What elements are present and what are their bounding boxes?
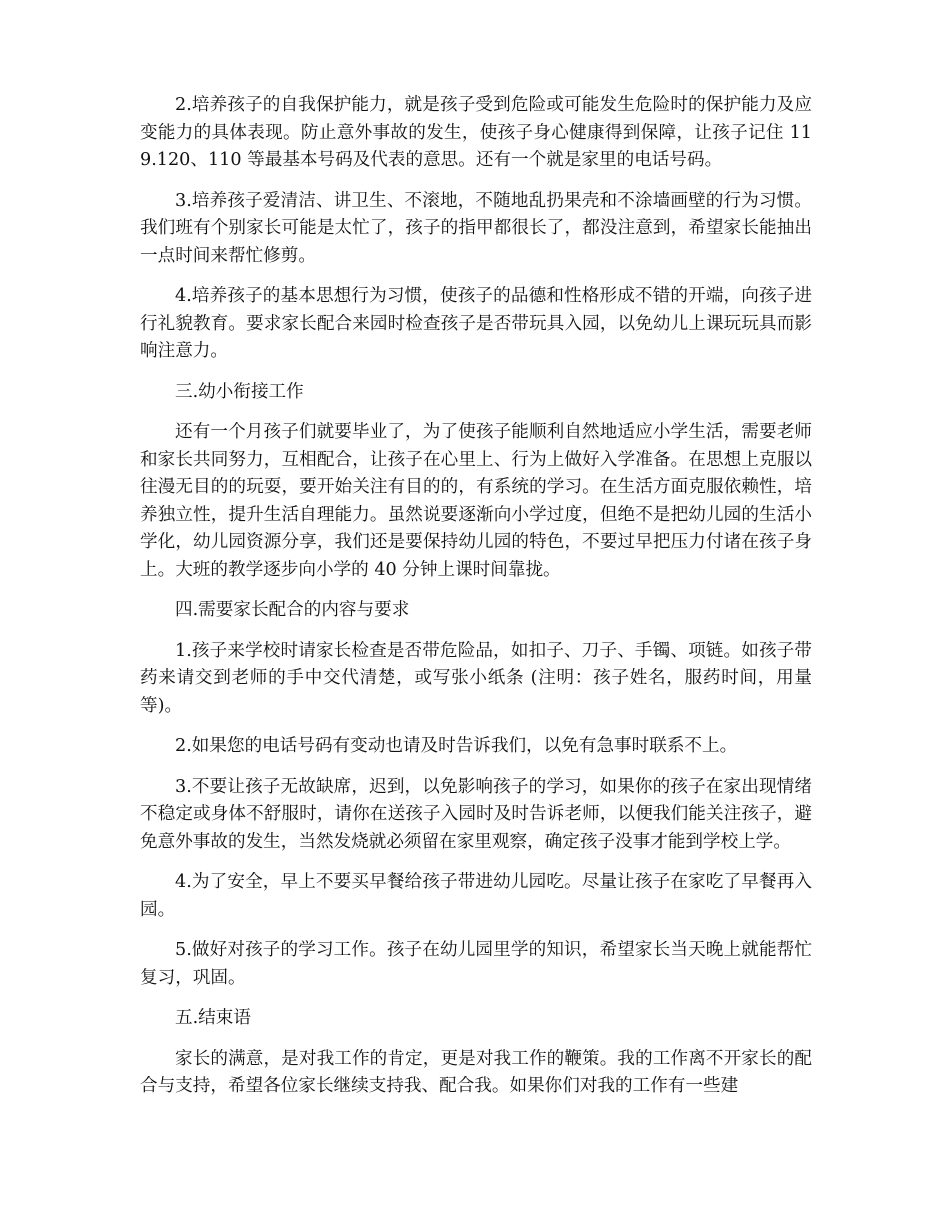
paragraph-requirement-4: 4.为了安全，早上不要买早餐给孩子带进幼儿园吃。尽量让孩子在家吃了早餐再入园。 [140, 872, 812, 920]
paragraph-hygiene: 3.培养孩子爱清洁、讲卫生、不滚地，不随地乱扔果壳和不涂墙画壁的行为习惯。我们班有个别家长可能是太忙了，孩子的指甲都很长了，都没注意到，希望家长能抽出一点时间来帮忙修剪。 [140, 190, 812, 266]
paragraph-behavior-habits: 4.培养孩子的基本思想行为习惯，使孩子的品德和性格形成不错的开端，向孩子进行礼貌教育。要求家长配合来园时检查孩子是否带玩具入园，以免幼儿上课玩玩具而影响注意力。 [140, 286, 812, 361]
paragraph-transition-work: 还有一个月孩子们就要毕业了，为了使孩子能顺利自然地适应小学生活，需要老师和家长共同努力，互相配合，让孩子在心里上、行为上做好入学准备。在思想上克服以往漫无目的的玩耍，要开始关注有目的的，有系统的学习。在生活方面克服依赖性，培养独立性，提升生活自理能力。虽然说要逐渐向小学过度，但绝不是把幼儿园的生活小学化，幼儿园资源分享，我们还是要保持幼儿园的特色，不要过早把压力付诸在孩子身上。大班的教学逐步向小学的 40 分钟上课时间靠拢。 [140, 422, 812, 580]
paragraph-conclusion: 家长的满意，是对我工作的肯定，更是对我工作的鞭策。我的工作离不开家长的配合与支持，希望各位家长继续支持我、配合我。如果你们对我的工作有一些建 [140, 1048, 812, 1096]
paragraph-requirement-3: 3.不要让孩子无故缺席，迟到，以免影响孩子的学习，如果你的孩子在家出现情绪不稳定或身体不舒服时，请你在送孩子入园时及时告诉老师，以便我们能关注孩子，避免意外事故的发生，当然发烧就必须留在家里观察，确定孩子没事才能到学校上学。 [140, 776, 812, 852]
section-heading-conclusion: 五.结束语 [175, 1008, 251, 1028]
paragraph-requirement-2: 2.如果您的电话号码有变动也请及时告诉我们，以免有急事时联系不上。 [175, 736, 738, 756]
paragraph-requirement-5: 5.做好对孩子的学习工作。孩子在幼儿园里学的知识，希望家长当天晚上就能帮忙复习，巩固。 [140, 940, 812, 988]
section-heading-transition: 三.幼小衔接工作 [175, 381, 304, 402]
document-page [140, 92, 812, 1114]
section-heading-parent-requirements: 四.需要家长配合的内容与要求 [175, 600, 410, 620]
paragraph-requirement-1: 1.孩子来学校时请家长检查是否带危险品，如扣子、刀子、手镯、项链。如孩子带药来请交到老师的手中交代清楚，或写张小纸条 (注明：孩子姓名，服药时间，用量等)。 [140, 640, 812, 716]
paragraph-self-protection: 2.培养孩子的自我保护能力，就是孩子受到危险或可能发生危险时的保护能力及应变能力的具体表现。防止意外事故的发生，使孩子身心健康得到保障，让孩子记住 119.120、110 等最基本号码及代表的意思。还有一个就是家里的电话号码。 [140, 95, 812, 170]
